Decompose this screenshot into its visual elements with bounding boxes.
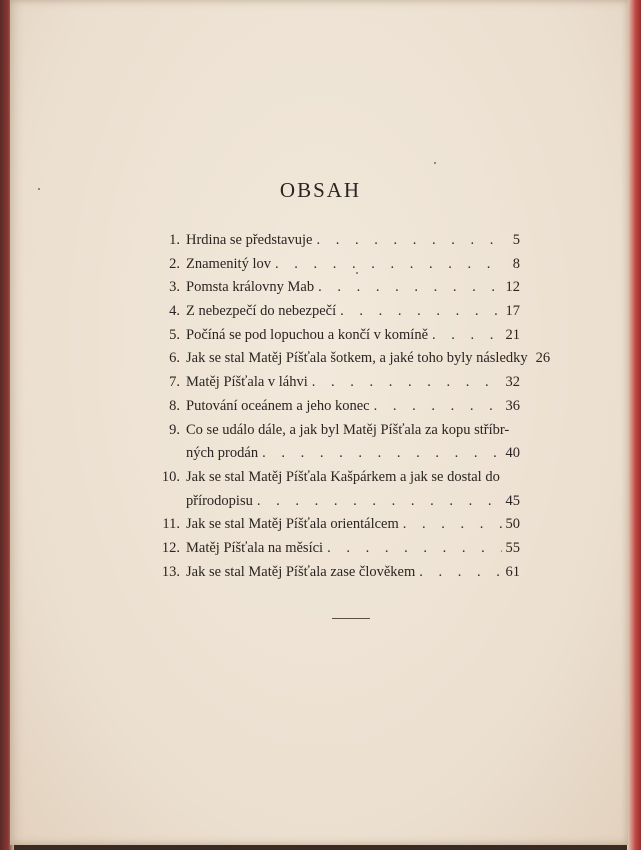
page-title: OBSAH bbox=[279, 178, 362, 202]
chapter-title: Jak se stal Matěj Píšťala orientálcem bbox=[186, 516, 399, 533]
chapter-title: Pomsta královny Mab bbox=[186, 279, 315, 296]
page-number: 5 bbox=[512, 232, 520, 248]
page-number: 8 bbox=[512, 255, 520, 272]
leader-dots bbox=[312, 374, 502, 391]
page-number: 26 bbox=[535, 350, 551, 367]
toc-entry-line bbox=[150, 303, 520, 327]
toc-entry bbox=[150, 516, 520, 540]
page-number: 36 bbox=[505, 397, 520, 414]
leader-dots bbox=[403, 516, 502, 533]
toc-entry bbox=[150, 469, 520, 516]
toc-entry-line bbox=[150, 564, 520, 588]
toc-entry bbox=[150, 256, 520, 280]
toc-entry-line bbox=[150, 327, 520, 351]
chapter-title: přírodopisu bbox=[186, 492, 253, 509]
table-of-contents bbox=[150, 232, 551, 587]
chapter-title: Co se událo dále, a jak byl Matěj Píšťala za kopu stříbr- bbox=[186, 421, 510, 438]
toc-entry bbox=[150, 422, 520, 469]
toc-entry-line bbox=[150, 422, 520, 446]
chapter-title: Znamenitý lov bbox=[186, 255, 271, 272]
chapter-title: Jak se stal Matěj Píšťala Kašpárkem a jak se dostal do bbox=[186, 468, 500, 485]
leader-dots bbox=[327, 540, 501, 557]
toc-entry-line bbox=[150, 540, 520, 564]
chapter-number: 8. bbox=[169, 397, 180, 414]
leader-dots bbox=[318, 279, 501, 296]
chapter-title: Jak se stal Matěj Píšťala šotkem, a jaké toho byly následky bbox=[186, 350, 528, 367]
toc-entry bbox=[150, 232, 520, 256]
paper-speck bbox=[434, 162, 436, 164]
chapter-number: 3. bbox=[169, 279, 180, 296]
chapter-number: 10. bbox=[161, 468, 180, 485]
leader-dots bbox=[432, 327, 501, 344]
toc-entry bbox=[150, 564, 520, 588]
toc-entry-line bbox=[150, 516, 520, 540]
toc-entry-line bbox=[150, 374, 520, 398]
chapter-number: 7. bbox=[169, 374, 180, 391]
toc-entry bbox=[150, 398, 520, 422]
chapter-title: Matěj Píšťala v láhvi bbox=[186, 374, 308, 391]
paper-speck bbox=[38, 188, 40, 190]
chapter-number: 2. bbox=[169, 255, 180, 272]
chapter-title: Hrdina se představuje bbox=[186, 232, 313, 248]
page-number: 45 bbox=[505, 492, 520, 509]
chapter-title: Putování oceánem a jeho konec bbox=[186, 397, 370, 414]
toc-entry-line bbox=[150, 469, 520, 493]
chapter-number: 9. bbox=[169, 421, 180, 438]
leader-dots bbox=[262, 445, 501, 462]
page-number: 32 bbox=[505, 374, 520, 391]
leader-dots bbox=[316, 232, 504, 249]
toc-entry bbox=[150, 374, 520, 398]
leader-dots bbox=[340, 303, 501, 320]
leader-dots bbox=[374, 398, 502, 415]
page-number: 50 bbox=[505, 516, 520, 533]
page-number: 12 bbox=[505, 279, 520, 296]
toc-entry-line bbox=[150, 256, 520, 280]
page-number: 61 bbox=[505, 563, 520, 580]
toc-entry-line bbox=[150, 232, 520, 256]
chapter-title: ných prodán bbox=[186, 445, 259, 462]
book-cover-edge-right bbox=[627, 0, 641, 850]
page-number: 21 bbox=[505, 326, 520, 343]
chapter-number: 4. bbox=[169, 303, 180, 320]
toc-entry-line bbox=[150, 350, 551, 374]
leader-dots bbox=[419, 564, 501, 581]
paper-speck bbox=[356, 272, 358, 274]
chapter-title: Z nebezpečí do nebezpečí bbox=[186, 303, 337, 320]
chapter-number: 1. bbox=[169, 232, 180, 248]
toc-entry bbox=[150, 540, 520, 564]
page-number: 17 bbox=[505, 303, 520, 320]
chapter-number: 11. bbox=[162, 516, 180, 533]
chapter-number: 12. bbox=[161, 539, 180, 556]
toc-entry-continuation bbox=[150, 445, 520, 469]
toc-entry-line bbox=[150, 398, 520, 422]
closing-rule bbox=[332, 618, 370, 619]
chapter-title: Počíná se pod lopuchou a končí v komíně bbox=[186, 326, 429, 343]
toc-entry bbox=[150, 279, 520, 303]
chapter-title: Matěj Píšťala na měsíci bbox=[186, 539, 324, 556]
toc-entry bbox=[150, 327, 520, 351]
page-number: 40 bbox=[505, 445, 520, 462]
toc-entry-continuation bbox=[150, 493, 520, 517]
toc-entry bbox=[150, 350, 551, 374]
leader-dots bbox=[257, 493, 502, 510]
chapter-number: 5. bbox=[169, 326, 180, 343]
toc-entry-line bbox=[150, 279, 520, 303]
chapter-number: 13. bbox=[161, 563, 180, 580]
leader-dots bbox=[275, 256, 504, 273]
page-number: 55 bbox=[505, 539, 520, 556]
chapter-title: Jak se stal Matěj Píšťala zase člověkem bbox=[186, 563, 416, 580]
toc-entry bbox=[150, 303, 520, 327]
chapter-number: 6. bbox=[169, 350, 180, 367]
